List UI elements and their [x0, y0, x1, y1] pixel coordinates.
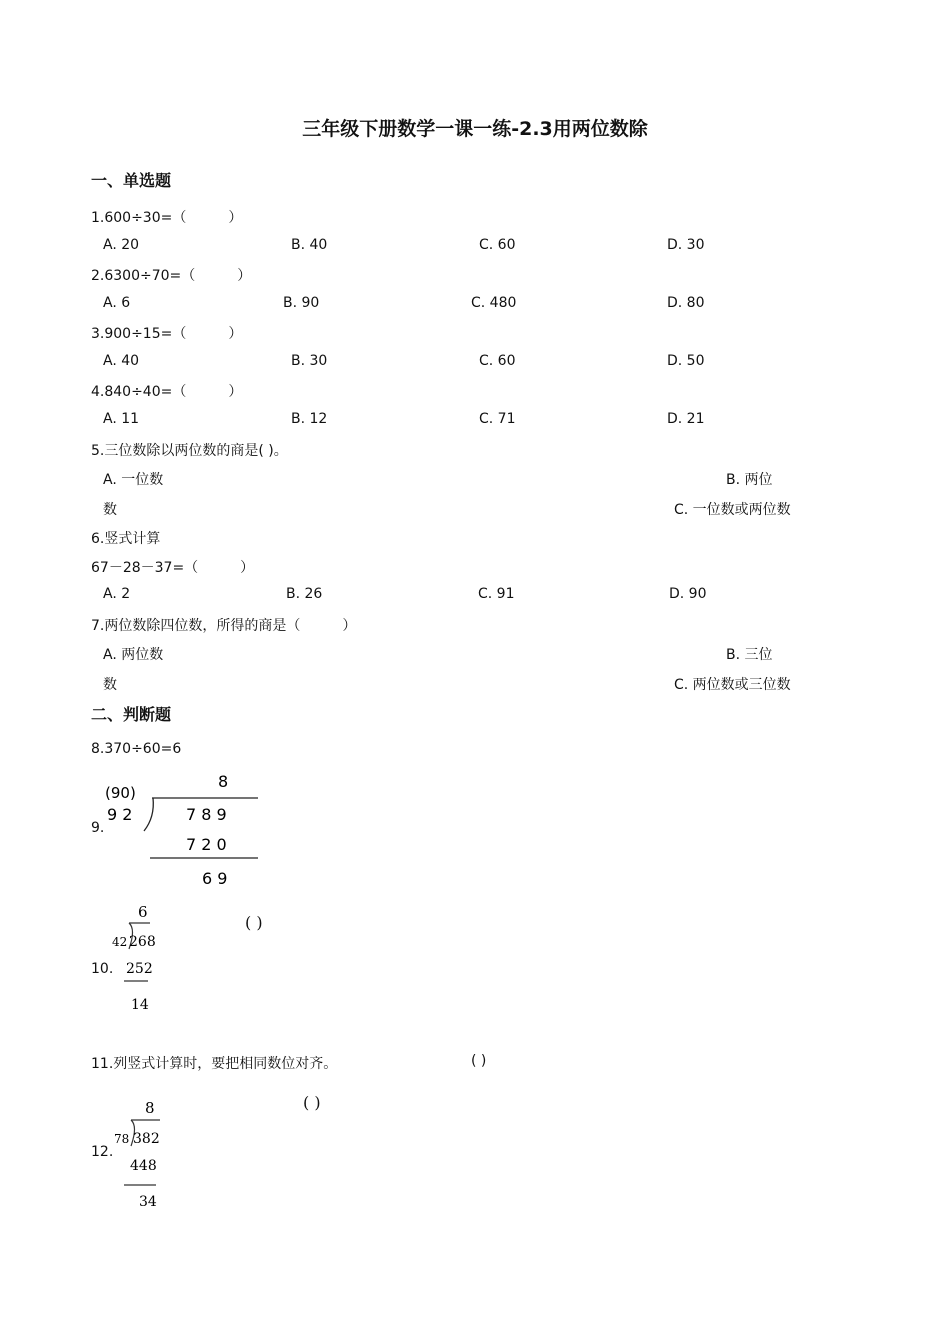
- q6-option-d: D. 90: [669, 586, 707, 602]
- q4-option-d: D. 21: [667, 411, 705, 427]
- q10-dividend: 268: [129, 934, 156, 950]
- q9-dividend: 7 8 9: [186, 805, 227, 824]
- q9-remainder: 6 9: [202, 869, 228, 888]
- q7-option-b-continued: 数: [103, 677, 117, 693]
- q9-divisor: 9 2: [107, 805, 133, 824]
- q2-option-d: D. 80: [667, 295, 705, 311]
- question-3-stem: 3.900÷15=（ ）: [91, 326, 243, 342]
- q7-option-a: A. 两位数: [103, 647, 164, 663]
- q12-dividend: 382: [133, 1131, 160, 1147]
- question-11-stem: 11.列竖式计算时，要把相同数位对齐。: [91, 1056, 338, 1072]
- question-5-stem: 5.三位数除以两位数的商是( )。: [91, 443, 288, 459]
- q4-option-a: A. 11: [103, 411, 140, 427]
- q11-answer-bracket: ( ): [471, 1053, 487, 1069]
- q10-remainder: 14: [131, 997, 149, 1013]
- q1-option-c: C. 60: [479, 237, 516, 253]
- q10-quotient: 6: [138, 903, 148, 921]
- section-single-choice: 一、单选题: [91, 171, 172, 190]
- q5-option-c: C. 一位数或两位数: [674, 502, 791, 518]
- question-4-stem: 4.840÷40=（ ）: [91, 384, 243, 400]
- question-9-label: 9.: [91, 820, 105, 836]
- q1-option-b: B. 40: [291, 237, 328, 253]
- q9-long-division: [100, 765, 270, 890]
- q10-product: 252: [126, 961, 153, 977]
- q4-option-c: C. 71: [479, 411, 516, 427]
- question-7-stem: 7.两位数除四位数，所得的商是（ ）: [91, 618, 357, 634]
- q5-option-b-continued: 数: [103, 502, 117, 518]
- question-12-label: 12.: [91, 1144, 114, 1160]
- q12-divisor: 78: [114, 1132, 130, 1146]
- q12-long-division: [112, 1093, 172, 1215]
- q3-option-b: B. 30: [291, 353, 328, 369]
- q1-option-a: A. 20: [103, 237, 140, 253]
- q12-product: 448: [130, 1158, 157, 1174]
- q5-option-b: B. 两位: [726, 472, 773, 488]
- q3-option-c: C. 60: [479, 353, 516, 369]
- q2-option-c: C. 480: [471, 295, 517, 311]
- q5-option-a: A. 一位数: [103, 472, 164, 488]
- q10-answer-bracket: ( ): [245, 913, 263, 932]
- q12-quotient: 8: [145, 1099, 155, 1117]
- q10-long-division: [110, 897, 170, 1017]
- q12-answer-bracket: ( ): [303, 1093, 321, 1112]
- q3-option-a: A. 40: [103, 353, 140, 369]
- q6-option-c: C. 91: [478, 586, 515, 602]
- q3-option-d: D. 50: [667, 353, 705, 369]
- q1-option-d: D. 30: [667, 237, 705, 253]
- q2-option-b: B. 90: [283, 295, 320, 311]
- question-1-stem: 1.600÷30=（ ）: [91, 210, 243, 226]
- section-judgement: 二、判断题: [91, 705, 172, 724]
- q9-division-bracket: [144, 798, 153, 831]
- q2-option-a: A. 6: [103, 295, 131, 311]
- q4-option-b: B. 12: [291, 411, 328, 427]
- q7-option-b: B. 三位: [726, 647, 773, 663]
- question-8-stem: 8.370÷60=6: [91, 741, 182, 757]
- q7-option-c: C. 两位数或三位数: [674, 677, 791, 693]
- q10-divisor: 42: [112, 935, 128, 949]
- q9-quotient: 8: [218, 772, 229, 791]
- q12-remainder: 34: [139, 1194, 157, 1210]
- q6-option-a: A. 2: [103, 586, 131, 602]
- question-6-expression: 67－28－37=（ ）: [91, 560, 255, 576]
- q6-option-b: B. 26: [286, 586, 323, 602]
- question-6-stem: 6.竖式计算: [91, 531, 161, 547]
- question-2-stem: 2.6300÷70=（ ）: [91, 268, 252, 284]
- page-title: 三年级下册数学一课一练-2.3用两位数除: [302, 118, 648, 140]
- q9-estimate: (90): [105, 784, 136, 802]
- question-10-label: 10.: [91, 961, 114, 977]
- q9-product: 7 2 0: [186, 835, 227, 854]
